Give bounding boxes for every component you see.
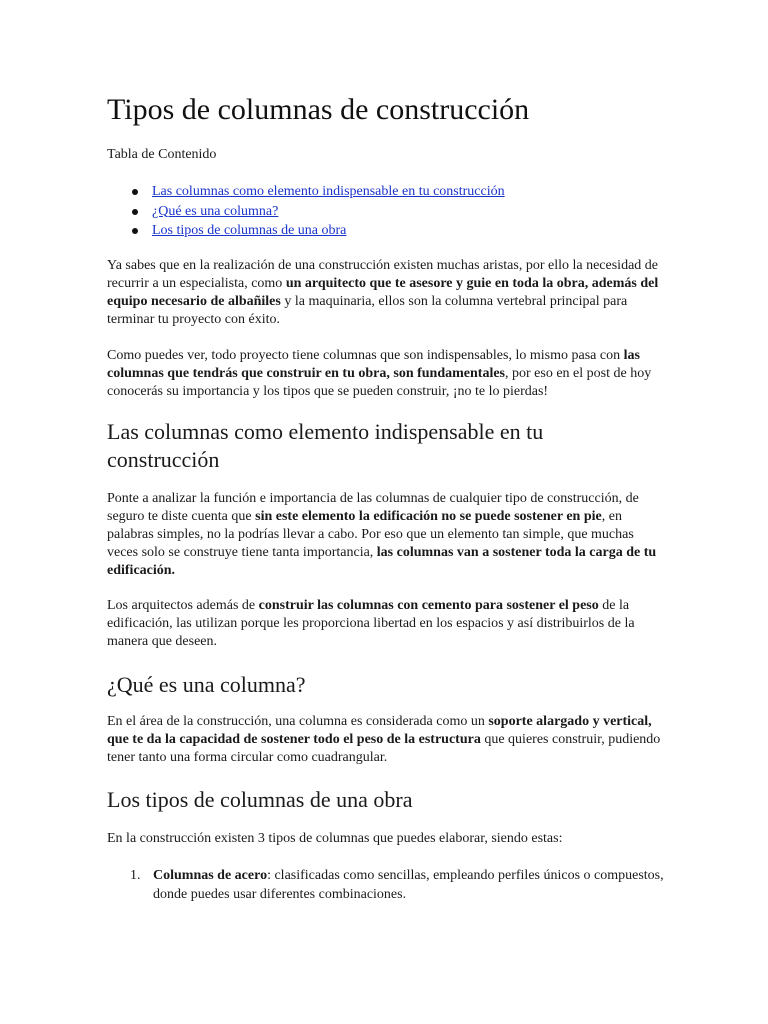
section2-paragraph-1	[107, 713, 667, 767]
toc-item	[107, 221, 505, 241]
toc-list	[107, 182, 505, 241]
intro-paragraph-2	[107, 347, 667, 401]
bold-run: construir las columnas con cemento para sostener el peso	[258, 598, 599, 613]
text-run: Ponte a analizar la función e importancia de las columnas de cualquier tipo de construcción, de seguro te diste cuenta que	[107, 491, 639, 524]
bullet-icon	[132, 189, 138, 195]
text-run: En el área de la construcción, una columna es considerada como un	[107, 714, 489, 729]
bold-run: un arquitecto que te asesore y guie en toda la obra, además del equipo necesario de albañiles	[107, 276, 659, 309]
section-heading-columnas-elemento: Las columnas como elemento indispensable en tu construcción	[107, 419, 544, 472]
list-item	[107, 866, 667, 904]
bullet-icon	[132, 228, 138, 234]
text-run: , en palabras simples, no la podrías llevar a cabo. Por eso que un elemento tan simple, que muchas veces solo se construye tiene tanta importancia,	[107, 509, 634, 560]
text-run: de la edificación, las utilizan porque les proporciona libertad en los espacios y así distribuirlos de la manera que deseen.	[107, 598, 635, 649]
bold-run: soporte alargado y vertical, que te da la capacidad de sostener todo el peso de la estructura	[107, 714, 652, 747]
bullet-icon	[132, 209, 138, 215]
bold-run: las columnas que tendrás que construir en tu obra, son fundamentales	[107, 348, 640, 381]
bold-run: sin este elemento la edificación no se puede sostener en pie	[255, 509, 602, 524]
bold-run: Columnas de acero	[153, 868, 268, 883]
toc-link-que-es-columna[interactable]: ¿Qué es una columna?	[152, 203, 279, 219]
intro-paragraph-1	[107, 257, 667, 329]
text-run: que quieres construir, pudiendo tener tanto una forma circular como cuadrangular.	[107, 732, 661, 765]
toc-item	[107, 202, 505, 222]
section1-paragraph-1	[107, 490, 667, 580]
list-number: 1.	[130, 868, 141, 883]
section-heading-tipos-columnas: Los tipos de columnas de una obra	[107, 787, 413, 812]
text-run: , por eso en el post de hoy conocerás su importancia y los tipos que se pueden construir, ¡no te lo pierdas!	[107, 366, 652, 399]
toc-link-columnas-elemento[interactable]: Las columnas como elemento indispensable en tu construcción	[152, 184, 505, 199]
column-types-list	[107, 866, 667, 904]
text-run: Ya sabes que en la realización de una construcción existen muchas aristas, por ello la necesidad de recurrir a un especialista, como	[107, 258, 658, 291]
text-run: Como puedes ver, todo proyecto tiene columnas que son indispensables, lo mismo pasa con	[107, 348, 624, 363]
section3-paragraph-1: En la construcción existen 3 tipos de columnas que puedes elaborar, siendo estas:	[107, 831, 563, 846]
page-title: Tipos de columnas de construcción	[107, 93, 530, 126]
toc-label: Tabla de Contenido	[107, 147, 217, 162]
text-run: : clasificadas como sencillas, empleando perfiles únicos o compuestos, donde puedes usar diferentes combinaciones.	[153, 868, 664, 902]
toc-link-tipos-columnas[interactable]: Los tipos de columnas de una obra	[152, 223, 347, 238]
text-run: Los arquitectos además de	[107, 598, 259, 613]
section1-paragraph-2	[107, 597, 667, 651]
text-run: y la maquinaria, ellos son la columna vertebral principal para terminar tu proyecto con éxito.	[107, 294, 628, 327]
section-heading-que-es-columna: ¿Qué es una columna?	[107, 672, 306, 697]
toc-item	[107, 182, 505, 202]
bold-run: las columnas van a sostener toda la carga de tu edificación.	[107, 545, 657, 578]
